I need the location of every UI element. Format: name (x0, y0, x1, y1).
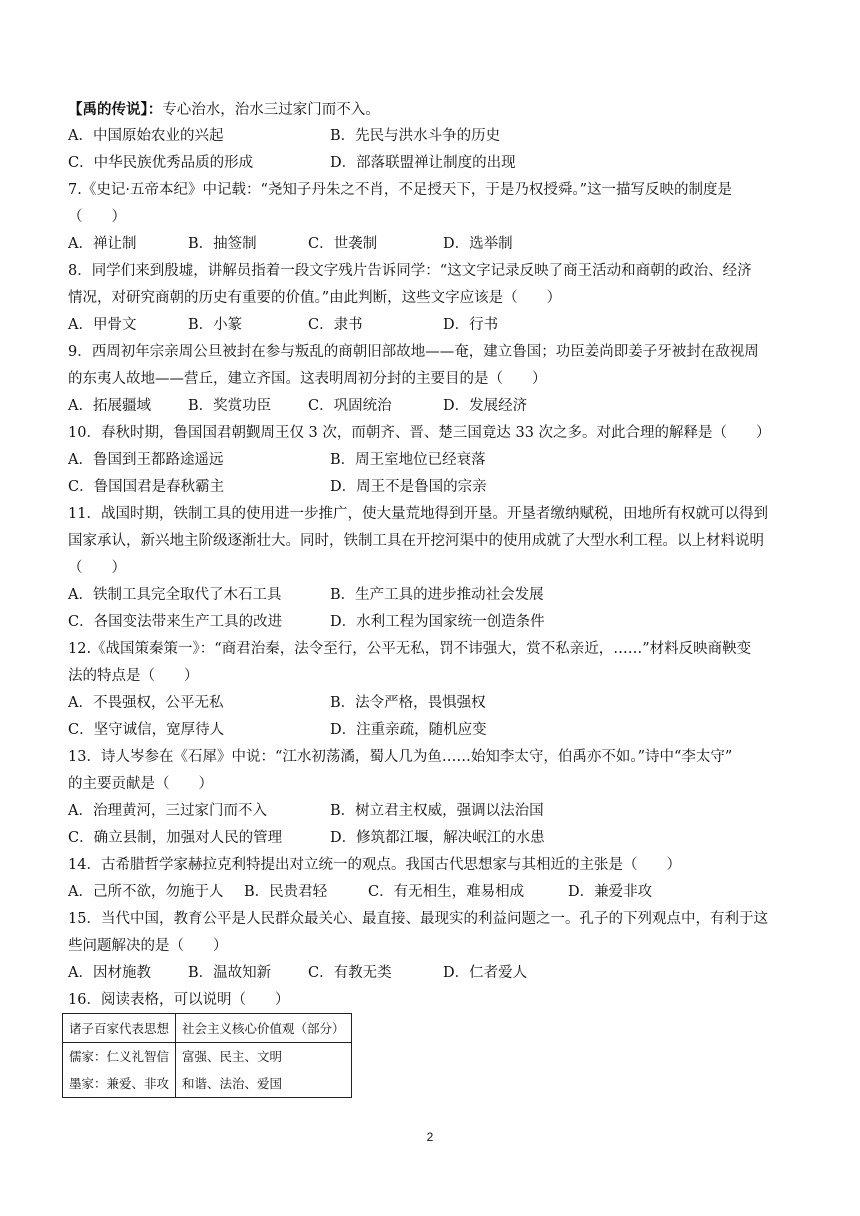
question-list (68, 96, 808, 1014)
question-text-line: 的东夷人故地——营丘，建立齐国。这表明周初分封的主要目的是（ ） (68, 371, 547, 387)
question-text-line: 情况，对研究商朝的历史有重要的价值。”由此判断，这些文字应该是（ ） (68, 290, 562, 306)
answer-option[interactable]: D．行书 (443, 317, 499, 333)
options-row (68, 609, 808, 636)
answer-option[interactable]: A．甲骨文 (68, 317, 137, 333)
answer-option[interactable]: A．鲁国到王都路途遥远 (68, 452, 224, 468)
answer-option[interactable]: A．不畏强权，公平无私 (68, 695, 224, 711)
options-row (68, 690, 808, 717)
answer-option[interactable]: B．生产工具的进步推动社会发展 (330, 587, 544, 603)
answer-option[interactable]: C．确立县制，加强对人民的管理 (68, 830, 283, 846)
answer-option[interactable]: A．中国原始农业的兴起 (68, 128, 224, 144)
table-cell-text: 和谐、法治、爱国 (182, 1076, 283, 1091)
table-cell-left (63, 1043, 176, 1098)
table-cell-text: 富强、民主、文明 (182, 1049, 283, 1064)
question-text-line: 12.《战国策秦策一》：“商君治秦，法令至行，公平无私，罚不讳强大，赏不私亲近，……”材料反映商鞅变 (68, 641, 752, 657)
answer-option[interactable]: A．因材施教 (68, 965, 151, 981)
answer-option[interactable]: C．巩固统治 (308, 398, 392, 414)
answer-option[interactable]: D．修筑都江堰，解决岷江的水患 (330, 830, 545, 846)
answer-option[interactable]: D．水利工程为国家统一创造条件 (330, 614, 545, 630)
question-text-line: 13．诗人岑参在《石犀》中说：“江水初荡潏，蜀人几为鱼……始知李太守，伯禹亦不如。”诗中“李太守” (68, 749, 733, 765)
answer-option[interactable]: B．法令严格，畏惧强权 (330, 695, 486, 711)
intro-line (68, 96, 808, 123)
intro-bracket: 【禹的传说】： (68, 101, 163, 118)
answer-option[interactable]: C．中华民族优秀品质的形成 (68, 155, 254, 171)
options-row (68, 717, 808, 744)
options-row (68, 312, 808, 339)
answer-option[interactable]: A．禅让制 (68, 236, 137, 252)
options-row (68, 825, 808, 852)
options-row (68, 150, 808, 177)
answer-option[interactable]: C．坚守诚信，宽厚待人 (68, 722, 225, 738)
question-text-line: 7.《史记·五帝本纪》中记载：“尧知子丹朱之不肖，不足授天下，于是乃权授舜。”这一描写反映的制度是 (68, 182, 733, 198)
question-text-line: 16．阅读表格，可以说明（ ） (68, 992, 290, 1008)
options-row (68, 582, 808, 609)
answer-option[interactable]: A．治理黄河，三过家门而不入 (68, 803, 267, 819)
answer-option[interactable]: C．各国变法带来生产工具的改进 (68, 614, 283, 630)
table-cell-right (176, 1043, 352, 1098)
comparison-table (62, 1013, 352, 1098)
question-text-line: 10．春秋时期，鲁国国君朝觐周王仅 3 次，而朝齐、晋、楚三国竟达 33 次之多。对此合理的解释是（ ） (68, 425, 771, 441)
answer-option[interactable]: D．选举制 (443, 236, 513, 252)
answer-option[interactable]: D．注重亲疏，随机应变 (330, 722, 487, 738)
answer-option[interactable]: D．周王不是鲁国的宗亲 (330, 479, 487, 495)
options-row (68, 879, 808, 906)
answer-option[interactable]: B．抽签制 (188, 236, 257, 252)
answer-option[interactable]: A．铁制工具完全取代了木石工具 (68, 587, 282, 603)
answer-option[interactable]: B．小篆 (188, 317, 243, 333)
answer-option[interactable]: A．己所不欲，勿施于人 (68, 884, 224, 900)
page-number: 2 (426, 1130, 434, 1144)
answer-option[interactable]: A．拓展疆域 (68, 398, 151, 414)
question-text-line: 15．当代中国，教育公平是人民群众最关心、最直接、最现实的利益问题之一。孔子的下列观点中，有利于这 (68, 911, 768, 927)
options-row (68, 960, 808, 987)
options-row (68, 447, 808, 474)
answer-option[interactable]: B．温故知新 (188, 965, 272, 981)
options-row (68, 798, 808, 825)
question-text-line: 14．古希腊哲学家赫拉克利特提出对立统一的观点。我国古代思想家与其相近的主张是（ ） (68, 857, 681, 873)
question-text-line: 国家承认，新兴地主阶级逐渐壮大。同时，铁制工具在开挖河渠中的使用成就了大型水利工程。以上材料说明 (68, 533, 764, 549)
table-header-right: 社会主义核心价值观（部分） (176, 1014, 352, 1043)
table-cell-text: 儒家：仁义礼智信 (69, 1049, 170, 1064)
answer-option[interactable]: C．隶书 (308, 317, 363, 333)
answer-option[interactable]: B．民贵君轻 (244, 884, 328, 900)
question-text-line: 9．西周初年宗亲周公旦被封在参与叛乱的商朝旧部故地——奄，建立鲁国；功臣姜尚即姜子牙被封在敌视周 (68, 344, 759, 360)
question-text-line: 的主要贡献是（ ） (68, 776, 213, 792)
intro-text: 专心治水，治水三过家门而不入。 (162, 102, 380, 118)
question-text-line: （ ） (68, 209, 126, 225)
question-text-line: 法的特点是（ ） (68, 668, 199, 684)
options-row (68, 393, 808, 420)
answer-option[interactable]: C．有教无类 (308, 965, 392, 981)
table-cell-text: 墨家：兼爱、非攻 (69, 1076, 170, 1091)
question-text-line: 8．同学们来到殷墟，讲解员指着一段文字残片告诉同学：“这文字记录反映了商王活动和商朝的政治、经济 (68, 263, 752, 279)
table-header-left: 诸子百家代表思想 (63, 1014, 176, 1043)
answer-option[interactable]: B．先民与洪水斗争的历史 (330, 128, 501, 144)
answer-option[interactable]: D．部落联盟禅让制度的出现 (330, 155, 516, 171)
answer-option[interactable]: C．有无相生，难易相成 (368, 884, 525, 900)
answer-option[interactable]: B．奖赏功臣 (188, 398, 272, 414)
answer-option[interactable]: B．周王室地位已经衰落 (330, 452, 486, 468)
question-text-line: （ ） (68, 560, 126, 576)
answer-option[interactable]: C．鲁国国君是春秋霸主 (68, 479, 225, 495)
options-row (68, 231, 808, 258)
question-text-line: 11．战国时期，铁制工具的使用进一步推广，使大量荒地得到开垦。开垦者缴纳赋税，田地所有权就可以得到 (68, 506, 768, 522)
question-text-line: 些问题解决的是（ ） (68, 938, 228, 954)
options-row (68, 123, 808, 150)
options-row (68, 474, 808, 501)
answer-option[interactable]: C．世袭制 (308, 236, 378, 252)
answer-option[interactable]: D．兼爱非攻 (568, 884, 653, 900)
answer-option[interactable]: D．仁者爱人 (443, 965, 528, 981)
answer-option[interactable]: D．发展经济 (443, 398, 528, 414)
answer-option[interactable]: B．树立君主权威，强调以法治国 (330, 803, 544, 819)
